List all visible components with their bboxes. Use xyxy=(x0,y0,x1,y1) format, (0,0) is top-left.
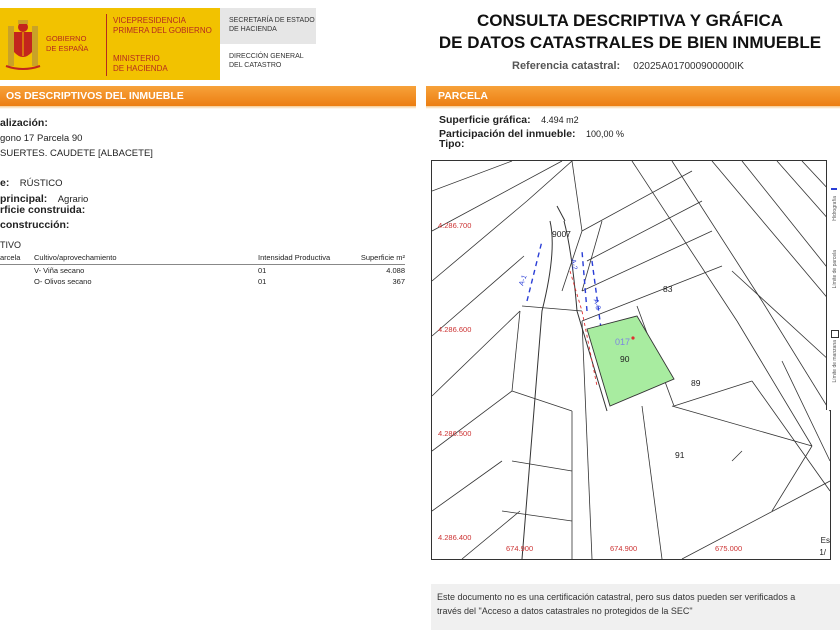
highlighted-parcel xyxy=(587,316,674,406)
disclaimer-line1: Este documento no es una certificación catastral, pero sus datos pueden ser verificados a xyxy=(437,592,796,602)
table-row xyxy=(0,265,405,277)
secretaria-line2: DE HACIENDA xyxy=(229,26,277,33)
hydro-label: A-1 xyxy=(518,274,529,287)
parcel-number-label: 90 xyxy=(620,354,630,364)
cultivo-table-header xyxy=(0,253,405,265)
hydro-label: A-3 xyxy=(591,298,602,311)
y-coord-label: 4.286.500 xyxy=(438,429,472,438)
document-title-line2: DE DATOS CATASTRALES DE BIEN INMUEBLE xyxy=(438,33,822,52)
disclaimer-note xyxy=(431,584,840,630)
participation-row xyxy=(439,124,624,142)
legend-item: Hidrografía xyxy=(832,196,838,221)
ministerio-line1: MINISTERIO xyxy=(113,54,160,63)
header-divider xyxy=(106,14,107,76)
participation-label: Participación del inmueble: xyxy=(439,128,576,140)
section-shadow xyxy=(426,106,840,109)
document-title-line1: CONSULTA DESCRIPTIVA Y GRÁFICA xyxy=(476,11,784,30)
cadastral-reference-label: Referencia catastral: xyxy=(512,60,621,72)
hydro-label: A-2 xyxy=(569,258,578,271)
gobierno-line2: DE ESPAÑA xyxy=(46,44,89,53)
col-cultivo: Cultivo/aprovechamiento xyxy=(34,253,258,265)
cell-intensidad: 01 xyxy=(258,266,267,275)
direccion-line1: DIRECCIÓN GENERAL xyxy=(229,53,304,60)
secretaria-line1: SECRETARÍA DE ESTADO xyxy=(229,17,315,24)
parcel-header xyxy=(426,86,840,109)
parcel-number-label: 83 xyxy=(663,284,673,294)
ministerio-line2: DE HACIENDA xyxy=(113,64,168,73)
vicepresidencia-line2: PRIMERA DEL GOBIERNO xyxy=(113,26,212,35)
direccion-line2: DEL CATASTRO xyxy=(229,62,282,69)
secretaria-block xyxy=(220,8,316,44)
legend-hydro-swatch xyxy=(831,188,837,190)
descriptive-data-title: OS DESCRIPTIVOS DEL INMUEBLE xyxy=(0,86,416,106)
scale-sub-label: 1/ xyxy=(819,548,826,557)
x-coord-label: 675.000 xyxy=(715,544,743,553)
type-label: Tipo: xyxy=(439,138,465,150)
scale-label: Es xyxy=(820,536,830,545)
legend-item: Límite de parcela xyxy=(832,250,838,289)
map-legend xyxy=(826,160,840,410)
cadastral-reference-value: 02025A017000900000IK xyxy=(633,61,744,72)
cell-subparcela xyxy=(0,276,34,287)
gobierno-line1: GOBIERNO xyxy=(46,34,87,43)
section-shadow xyxy=(0,106,416,109)
cell-intensidad: 01 xyxy=(258,277,267,286)
government-logo-block xyxy=(0,8,220,80)
built-surface-label: rficie construida: xyxy=(0,204,86,216)
parcel-number-label: 91 xyxy=(675,450,685,460)
table-row xyxy=(0,276,405,287)
surface-value: 4.494 m2 xyxy=(541,115,579,125)
location-line1: gono 17 Parcela 90 xyxy=(0,133,83,144)
cell-superficie: 367 xyxy=(392,277,405,286)
coat-of-arms-icon xyxy=(4,18,42,72)
location-label: alización: xyxy=(0,117,48,129)
y-coord-label: 4.286.400 xyxy=(438,533,472,542)
y-coord-label: 4.286.600 xyxy=(438,325,472,334)
parcel-title: PARCELA xyxy=(426,86,840,106)
use-label: principal: xyxy=(0,193,48,205)
parcel-number-label: 89 xyxy=(691,378,701,388)
construction-year-label: construcción: xyxy=(0,219,70,231)
x-coord-label: 674.900 xyxy=(506,544,534,553)
col-subparcela: arcela xyxy=(0,253,34,265)
cadastral-reference xyxy=(512,60,744,72)
parcel-number-label: 017 xyxy=(615,337,631,347)
legend-swatch xyxy=(831,330,839,338)
y-coord-label: 4.286.700 xyxy=(438,221,472,230)
cell-cultivo: V- Viña secano xyxy=(34,266,85,275)
map-drawing xyxy=(432,161,830,559)
direccion-block xyxy=(220,44,316,80)
location-line2: SUERTES. CAUDETE [ALBACETE] xyxy=(0,148,153,159)
class-label: e: xyxy=(0,177,10,189)
col-intensidad: Intensidad Productiva xyxy=(258,253,350,265)
surface-label: Superficie gráfica: xyxy=(439,114,531,126)
parcel-number-label: 9007 xyxy=(552,229,571,239)
legend-item: Límite de manzana xyxy=(832,340,838,383)
descriptive-data-header xyxy=(0,86,416,109)
col-superficie: Superficie m² xyxy=(350,253,405,265)
cultivo-table xyxy=(0,253,405,287)
x-coord-label: 674.900 xyxy=(610,544,638,553)
cell-cultivo: O- Olivos secano xyxy=(34,277,92,286)
cell-subparcela xyxy=(0,265,34,277)
disclaimer-line2: través del "Acceso a datos catastrales no protegidos de la SEC" xyxy=(437,606,693,616)
use-value: Agrario xyxy=(57,194,89,205)
cadastral-map[interactable] xyxy=(431,160,831,560)
cultivo-title: TIVO xyxy=(0,240,22,250)
cell-superficie: 4.088 xyxy=(386,266,405,275)
document-title xyxy=(430,10,830,54)
class-value: RÚSTICO xyxy=(19,178,63,189)
participation-value: 100,00 % xyxy=(585,129,625,139)
vicepresidencia-line1: VICEPRESIDENCIA xyxy=(113,16,186,25)
